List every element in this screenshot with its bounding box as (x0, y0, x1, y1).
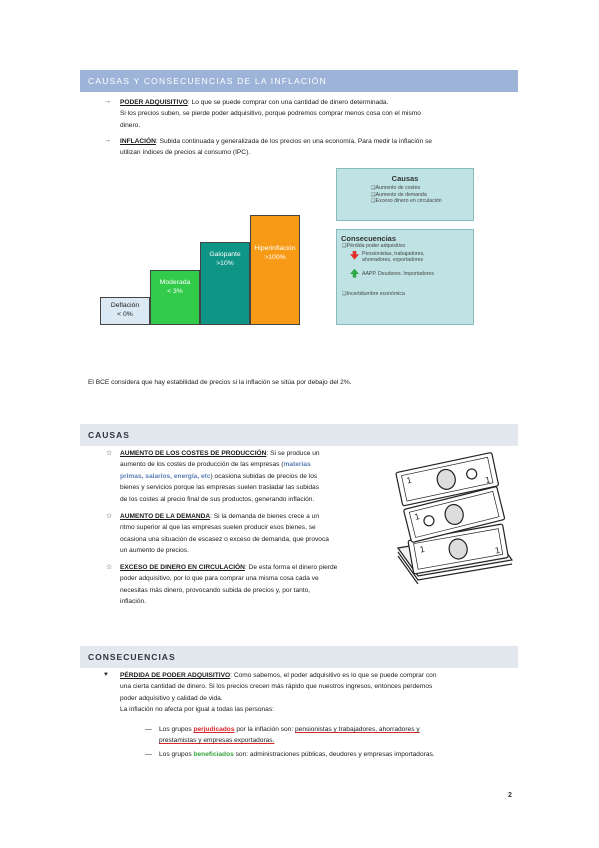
arrow-bullet-icon: → (104, 137, 111, 144)
svg-text:1: 1 (484, 475, 492, 486)
page-number: 2 (508, 792, 512, 799)
chart-bar-label: Deflación (110, 302, 140, 309)
definition-inflacion: INFLACIÓN: Subida continuada y generalizada de los precios en una economía. Para medir la inflación se utilizan índices de precios al consumo (IPC). (120, 138, 432, 157)
consequences-item: ❑Incertidumbre económica (342, 290, 405, 297)
causes-panel (336, 168, 474, 221)
consequence-beneficiados: Los grupos beneficiados son: administraciones públicas, deudores y empresas importadoras. (159, 751, 435, 758)
star-bullet-icon: ☆ (106, 564, 113, 571)
inflation-types-chart (100, 215, 300, 325)
cause-costes: AUMENTO DE LOS COSTES DE PRODUCCIÓN: Si se produce un aumento de los costes de producción de las empresas (materias primas, salarios, energía, etc) ocasiona subidas de precios de los bienes y servicios porque las empresas suelen trasladar las subidas de los costes al precio final de sus productos, generando inflación. (120, 450, 320, 503)
dot-marker: · (478, 175, 480, 181)
causes-item: ❑Aumento de costes (371, 185, 421, 191)
star-bullet-icon: ☆ (106, 513, 113, 520)
chart-bar (200, 242, 250, 325)
green-up-arrow-icon (350, 269, 359, 278)
consequence-poder-adquisitivo: PÉRDIDA DE PODER ADQUISITIVO: Como sabemos, el poder adquisitivo es lo que se puede comprar con una cierta cantidad de dinero. Si los precios crecen más rápido que nuestros ingresos, entonces perdemos poder adquisitivo y calidad de vida. La inflación no afecta por igual a todas las personas: (120, 672, 437, 714)
consequences-panel (336, 229, 474, 325)
dash-bullet-icon: — (145, 751, 152, 758)
chart-bar-value-label: < 0% (117, 311, 133, 318)
consequences-subitem: Pensionistas, trabajadores, ahorradores, exportadores (350, 251, 473, 265)
consequence-perjudicados: Los grupos perjudicados por la inflación son: pensionistas y trabajadores, ahorradores y prestamistas y empresas exportadoras. (159, 726, 420, 745)
svg-text:1: 1 (405, 475, 413, 486)
chart-bar-value-label: >10% (216, 260, 234, 267)
dash-bullet-icon: — (145, 726, 152, 733)
cause-exceso-dinero: EXCESO DE DINERO EN CIRCULACIÓN: De esta forma el dinero pierde poder adquisitivo, por lo que para comprar una misma cosa cada ve necesitas más dinero, provocando subida de precios y, por tanto, inflación. (120, 564, 338, 606)
section-header-consecuencias: CONSECUENCIAS (80, 646, 518, 668)
red-down-arrow-icon (350, 251, 359, 260)
banknotes-illustration (388, 452, 524, 584)
arrow-bullet-icon: → (104, 98, 111, 105)
chart-bar (100, 297, 150, 325)
consequences-panel-title: Consecuencias (341, 234, 397, 243)
consequences-item: ❑Pérdida poder adquisitivo (342, 243, 406, 249)
section-header-inflation: CAUSAS Y CONSECUENCIAS DE LA INFLACIÓN (80, 70, 518, 92)
consequences-subitem: AAPP. Deudores. Importadores (350, 269, 473, 279)
star-bullet-icon: ☆ (106, 450, 113, 457)
causes-item: ❑Exceso dinero en circulación (371, 198, 442, 205)
svg-text:1: 1 (419, 544, 426, 555)
chart-bar (250, 215, 300, 325)
chart-bar-label: Galopante (209, 251, 241, 258)
chart-bar-label: Moderada (159, 279, 191, 286)
bce-note: El BCE considera que hay estabilidad de precios si la inflación se sitúa por debajo del 2%. (88, 379, 352, 386)
chart-bar-label: Hiperinflación (254, 245, 296, 252)
chart-bar (150, 270, 200, 325)
heart-bullet-icon: ♥ (104, 671, 108, 678)
causes-item: ❑Aumento de demanda (371, 191, 427, 198)
chart-bar-value-label: >100% (264, 254, 286, 261)
cause-demanda: AUMENTO DE LA DEMANDA: Si la demanda de bienes crece a un ritmo superior al que las empresas suelen producir esos bienes, se ocasiona una situación de escasez o exceso de demanda, que provoca un aumento de precios. (120, 513, 329, 555)
section-header-causas: CAUSAS (80, 424, 518, 446)
svg-text:1: 1 (413, 512, 421, 522)
svg-text:1: 1 (494, 545, 501, 556)
causes-panel-title: Causas (391, 174, 419, 183)
chart-bar-value-label: < 3% (167, 288, 183, 295)
definition-poder-adquisitivo: PODER ADQUISITIVO: Lo que se puede comprar con una cantidad de dinero determinada. Si los precios suben, se pierde poder adquisitivo, porque podremos comprar menos cosa con el mismo dinero. (120, 99, 421, 129)
